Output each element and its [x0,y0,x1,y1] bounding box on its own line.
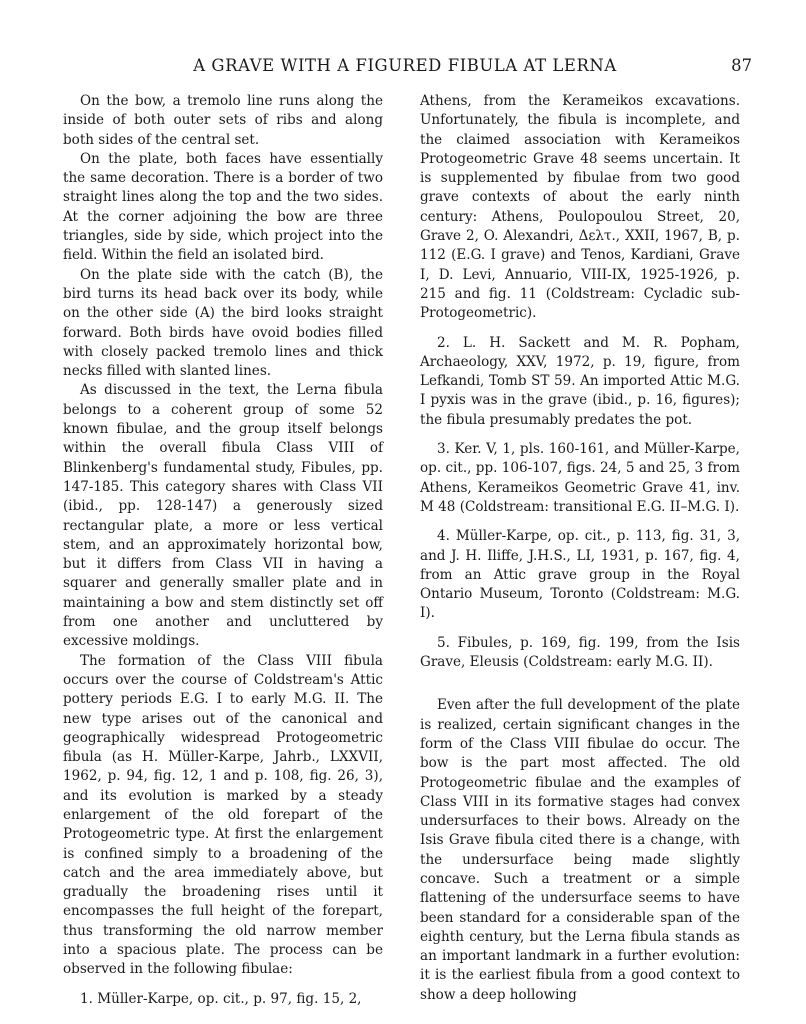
left-column [63,92,383,1009]
footnote-item: 1. Müller-Karpe, op. cit., p. 97, fig. 15, 2, [80,990,362,1007]
running-title: A GRAVE WITH A FIGURED FIBULA AT LERNA [193,56,617,75]
paragraph: On the plate, both faces have essentially the same decoration. There is a border of two straight lines along the top and the two sides. At the corner adjoining the bow are three triangles, side by side, which project into the field. Within the field an isolated bird. [63,150,383,264]
paragraph: As discussed in the text, the Lerna fibula belongs to a coherent group of some 52 known fibulae, and the group itself belongs within the overall fibula Class VIII of Blinkenberg's fundamental study, Fibules, pp. 147-185. This category shares with Class VII (ibid., pp. 128-147) a generously sized rectangular plate, a more or less vertical stem, and an approximately horizontal bow, but it differs from Class VII in having a squarer and generally smaller plate and in maintaining a bow and stem distinctly set off from one another and uncluttered by excessive moldings. [63,382,383,650]
footnote-item: 3. Ker. V, 1, pls. 160-161, and Müller-Karpe, op. cit., pp. 106-107, figs. 24, 5 and 25, 3 from Athens, Kerameikos Geometric Grave 41, inv. M 48 (Coldstream: transitional E.G. II–M.G. I). [420,441,740,515]
running-header [0,56,806,82]
paragraph: Even after the full development of the plate is realized, certain significant changes in the form of the Class VIII fibulae do occur. The bow is the part most affected. The old Protogeometric fibulae and the examples of Class VIII in its formative stages had convex undersurfaces to their bows. Already on the Isis Grave fibula cited there is a change, with the undersurface being made slightly concave. Such a treatment or a simple flattening of the undersurface seems to have been standard for a considerable span of the eighth century, but the Lerna fibula stands as an important landmark in a further evolution: it is the earliest fibula from a good context to show a deep hollowing [420,697,740,1003]
paragraph: On the bow, a tremolo line runs along the inside of both outer sets of ribs and along both sides of the central set. [63,93,383,148]
page-number: 87 [731,56,752,75]
footnote-item: 5. Fibules, p. 169, fig. 199, from the Isis Grave, Eleusis (Coldstream: early M.G. II). [420,634,740,671]
paragraph: The formation of the Class VIII fibula occurs over the course of Coldstream's Attic pottery periods E.G. I to early M.G. II. The new type arises out of the canonical and geographically widespread Protogeometric fibula (as H. Müller-Karpe, Jahrb., LXXVII, 1962, p. 94, fig. 12, 1 and p. 108, fig. 26, 3), and its evolution is marked by a steady enlargement of the old forepart of the Protogeometric type. At first the enlargement is confined simply to a broadening of the catch and the area immediately above, but gradually the broadening rises until it encompasses the full height of the forepart, thus transforming the old narrow member into a spacious plate. The process can be observed in the following fibulae: [63,652,383,978]
footnote-item: 2. L. H. Sackett and M. R. Popham, Archaeology, XXV, 1972, p. 19, figure, from Lefkandi, Tomb ST 59. An imported Attic M.G. I pyxis was in the grave (ibid., p. 16, figures); the fibula presumably predates the pot. [420,334,740,428]
paragraph-continuation: Athens, from the Kerameikos excavations. Unfortunately, the fibula is incomplete, and the claimed association with Kerameikos Protogeometric Grave 48 seems uncertain. It is supplemented by fibulae from two good grave contexts of about the early ninth century: Athens, Poulopoulou Street, 20, Grave 2, O. Alexandri, Δελτ., XXII, 1967, B, p. 112 (E.G. I grave) and Tenos, Kardiani, Grave I, D. Levi, Annuario, VIII-IX, 1925-1926, p. 215 and fig. 11 (Coldstream: Cycladic sub-Protogeometric). [420,93,740,322]
right-column [420,92,740,1005]
footnote-item: 4. Müller-Karpe, op. cit., p. 113, fig. 31, 3, and J. H. Iliffe, J.H.S., LI, 1931, p. 167, fig. 4, from an Attic grave group in the Royal Ontario Museum, Toronto (Coldstream: M.G. I). [420,528,740,622]
paragraph: On the plate side with the catch (B), the bird turns its head back over its body, while on the other side (A) the bird looks straight forward. Both birds have ovoid bodies filled with closely packed tremolo lines and thick necks filled with slanted lines. [63,266,383,380]
